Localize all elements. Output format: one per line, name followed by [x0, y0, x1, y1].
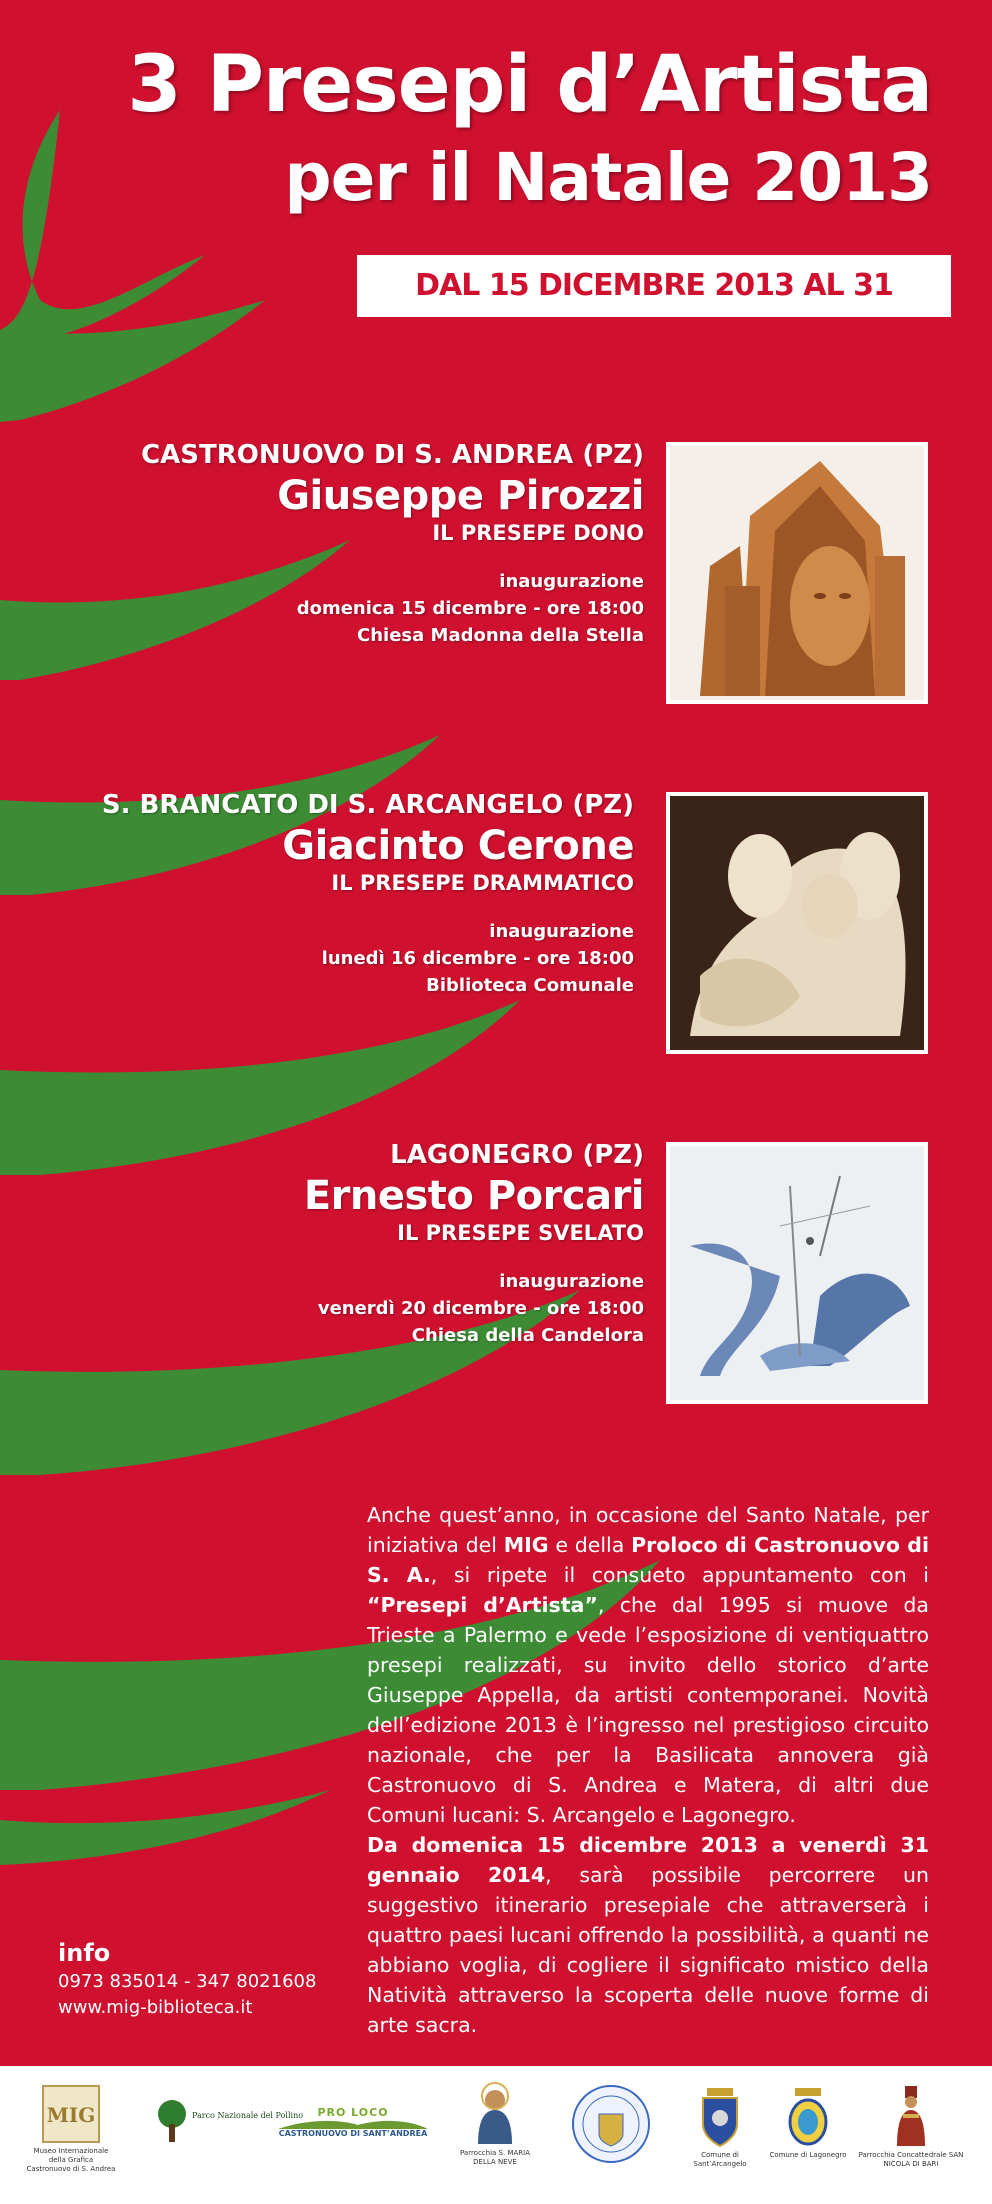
event-artist: Ernesto Porcari: [303, 1173, 644, 1219]
event-venue: Chiesa Madonna della Stella: [357, 625, 644, 646]
comune-lag-caption: Comune di Lagonegro: [769, 2151, 847, 2159]
sponsor-logos-strip: [0, 2066, 992, 2204]
mig-mark-icon: [41, 2084, 101, 2144]
event-venue: Biblioteca Comunale: [426, 975, 634, 996]
proloco-bottom: CASTRONUOVO DI SANT’ANDREA: [278, 2129, 428, 2138]
body-text-part: , sarà possibile percorrere un suggestivo itinerario presepiale che attraverserà i quattro paesi lucani offrendo la possibilità, a quanti ne abbiano voglia, di cogliere il significato mistico della Natività attraverso la scoperta delle nuove forme di arte sacra.: [367, 1863, 930, 2037]
parco-text: Parco Nazionale del Pollino: [192, 2111, 304, 2120]
event-castronuovo: [141, 438, 644, 649]
parco-pollino-logo: [150, 2096, 304, 2146]
info-title: info: [58, 1939, 111, 1967]
event-place: S. BRANCATO DI S. ARCANGELO (PZ): [101, 790, 634, 820]
event-opening-label: inaugurazione: [489, 921, 634, 942]
mig-logo: [26, 2084, 116, 2174]
title-line-2: per il Natale 2013: [284, 139, 932, 216]
info-block: [58, 1937, 316, 2021]
date-range-banner: DAL 15 DICEMBRE 2013 AL 31 GENNAIO 2014: [357, 255, 951, 317]
sculpture-photo-porcari: [666, 1142, 928, 1404]
body-text-bold: Da domenica 15 dicembre 2013 a venerdì 31 gennaio 2014: [367, 1833, 929, 1887]
event-lagonegro: [304, 1138, 644, 1349]
comune-lagonegro-logo: [768, 2084, 848, 2160]
event-subtitle: IL PRESEPE DONO: [432, 521, 644, 545]
comune-sant-arcangelo-logo: [680, 2084, 760, 2169]
tree-icon: [158, 2100, 186, 2142]
info-website[interactable]: www.mig-biblioteca.it: [58, 1997, 253, 2018]
event-date: domenica 15 dicembre - ore 18:00: [296, 598, 644, 619]
body-text-bold: Proloco di Castronuovo di S. A.: [367, 1533, 930, 1587]
comune-sa-caption: Comune di Sant’Arcangelo: [693, 2151, 747, 2168]
madonna-icon: [470, 2084, 520, 2146]
hills-icon: [278, 2119, 428, 2129]
sculpture-photo-pirozzi: [666, 442, 928, 704]
body-text-part: , si ripete il consueto appuntamento con i: [430, 1563, 929, 1587]
parrocchia-nicola-caption: Parrocchia Concattedrale SAN NICOLA DI BARI: [858, 2151, 964, 2168]
event-opening-label: inaugurazione: [499, 571, 644, 592]
event-place: LAGONEGRO (PZ): [390, 1140, 644, 1170]
body-text-part: Anche quest’anno, in occasione del Santo Natale, per iniziativa del: [367, 1503, 929, 1557]
title-line-1: 3 Presepi d’Artista: [127, 40, 932, 130]
mig-mark-text: MIG: [46, 2103, 96, 2127]
event-place: CASTRONUOVO DI S. ANDREA (PZ): [141, 440, 644, 470]
mig-caption: Museo Internazionale della Grafica Castronuovo di S. Andrea: [26, 2147, 116, 2173]
body-text-part: e della: [548, 1533, 632, 1557]
coat-of-arms-icon: [697, 2084, 743, 2148]
event-subtitle: IL PRESEPE SVELATO: [397, 1221, 644, 1245]
parrocchia-san-nicola-logo: [856, 2084, 966, 2169]
event-date: venerdì 20 dicembre - ore 18:00: [317, 1298, 644, 1319]
event-opening-label: inaugurazione: [499, 1271, 644, 1292]
event-date: lunedì 16 dicembre - ore 18:00: [321, 948, 634, 969]
parrocchia-neve-caption: Parrocchia S. MARIA DELLA NEVE: [460, 2149, 530, 2166]
body-text-bold: “Presepi d’Artista”: [367, 1593, 598, 1617]
proloco-logo: [278, 2106, 428, 2138]
sculpture-photo-cerone: [666, 792, 928, 1054]
seal-icon: [571, 2084, 651, 2164]
event-venue: Chiesa della Candelora: [411, 1325, 644, 1346]
coat-of-arms-icon: [785, 2084, 831, 2148]
info-phone: 0973 835014 - 347 8021608: [58, 1971, 317, 1992]
parrocchia-neve-logo: [450, 2084, 540, 2167]
event-san-brancato: [102, 788, 634, 999]
body-text: [367, 1500, 929, 2040]
saint-statue-icon: [891, 2084, 931, 2148]
event-artist: Giacinto Cerone: [282, 823, 634, 869]
proloco-top: PRO LOCO: [317, 2106, 389, 2119]
event-artist: Giuseppe Pirozzi: [277, 473, 644, 519]
comune-castronuovo-seal: [566, 2084, 656, 2164]
body-text-bold: MIG: [503, 1533, 549, 1557]
event-subtitle: IL PRESEPE DRAMMATICO: [331, 871, 634, 895]
body-text-part: , che dal 1995 si muove da Trieste a Palermo e vede l’esposizione di ventiquattro presepi realizzati, su invito dello storico d’arte Giuseppe Appella, da artisti contemporanei. Novità dell’edizione 2013 è l’ingresso nel prestigioso circuito nazionale, che per la Basilicata annovera già Castronuovo di S. Andrea e Matera, di altri due Comuni lucani: S. Arcangelo e Lagonegro.: [367, 1593, 929, 1827]
